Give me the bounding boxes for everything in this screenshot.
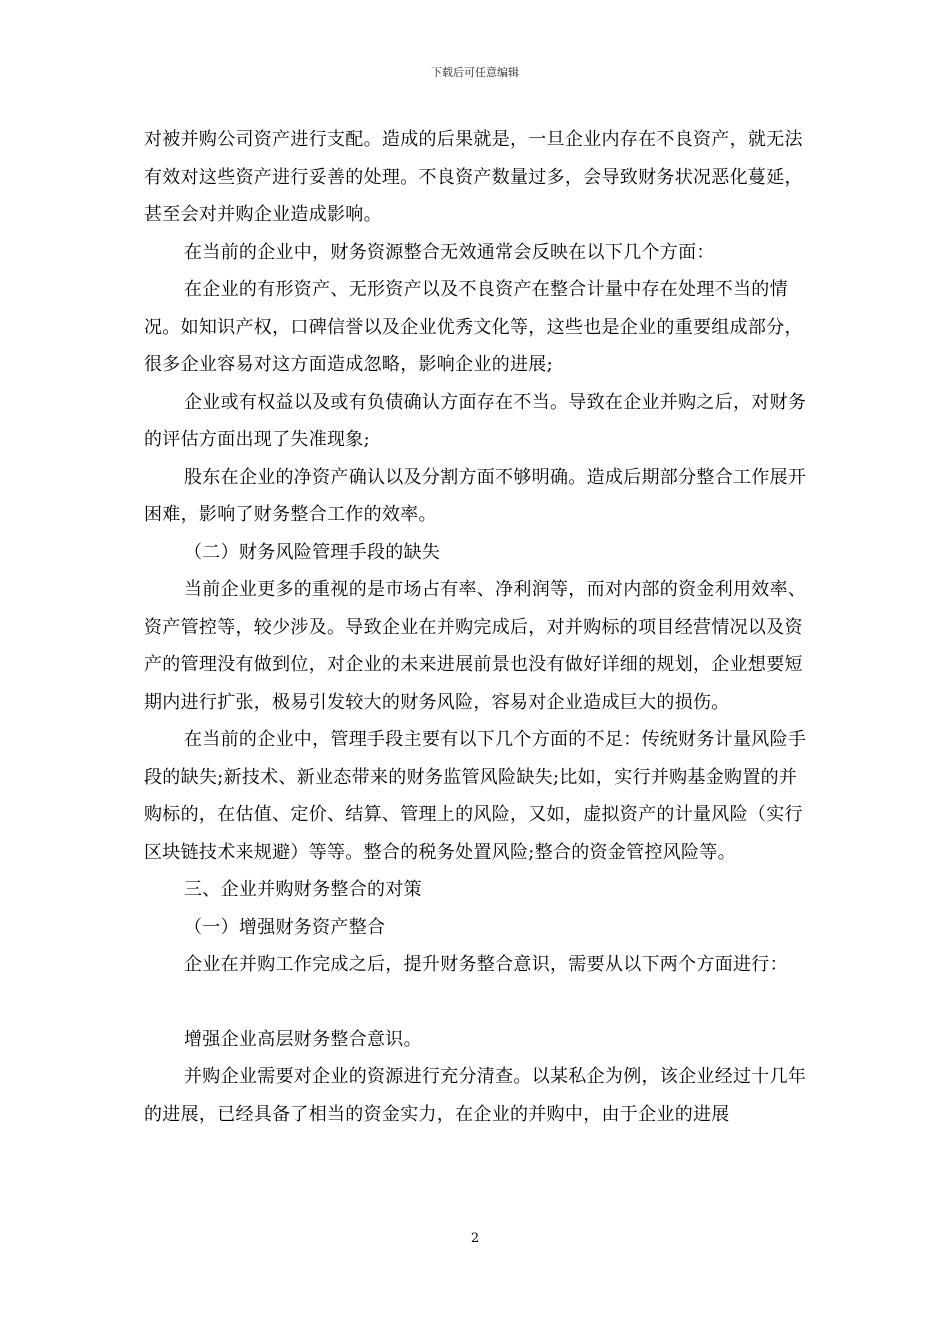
paragraph-asset-integration: 在企业的有形资产、无形资产以及不良资产在整合计量中存在处理不当的情况。如知识产权，口碑信誉以及企业优秀文化等，这些也是企业的重要组成部分，很多企业容易对这方面造成忽略，影响企业的进展; bbox=[144, 279, 803, 375]
paragraph-continued: 对被并购公司资产进行支配。造成的后果就是，一旦企业内存在不良资产，就无法有效对这些资产进行妥善的处理。不良资产数量过多，会导致财务状况恶化蔓延，甚至会对并购企业造成影响。 bbox=[144, 129, 803, 225]
subsection-heading-asset-integration: （一）增强财务资产整合 bbox=[184, 916, 386, 938]
paragraph-executive-awareness: 增强企业高层财务整合意识。 bbox=[184, 1028, 422, 1050]
paragraph-two-aspects: 企业在并购工作完成之后，提升财务整合意识，需要从以下两个方面进行： bbox=[184, 954, 788, 975]
paragraph-contingent-items: 企业或有权益以及或有负债确认方面存在不当。导致在企业并购之后，对财务的评估方面出现了失准现象; bbox=[144, 391, 807, 450]
page-number: 2 bbox=[470, 1231, 480, 1246]
paragraph-net-assets: 股东在企业的净资产确认以及分割方面不够明确。造成后期部分整合工作展开困难，影响了财务整合工作的效率。 bbox=[144, 466, 807, 525]
paragraph-management-deficiencies: 在当前的企业中，管理手段主要有以下几个方面的不足：传统财务计量风险手段的缺失;新技术、新业态带来的财务监管风险缺失;比如，实行并购基金购置的并购标的，在估值、定价、结算、管理上的风险，又如，虚拟资产的计量风险（实行区块链技术来规避）等等。整合的税务处置风险;整合的资金管控风险等。 bbox=[144, 729, 807, 863]
paragraph-resource-inventory: 并购企业需要对企业的资源进行充分清查。以某私企为例，该企业经过十几年的进展，已经具备了相当的资金实力，在企业的并购中，由于企业的进展 bbox=[144, 1066, 807, 1125]
paragraph-intro-aspects: 在当前的企业中，财务资源整合无效通常会反映在以下几个方面： bbox=[184, 241, 715, 263]
section-heading-countermeasures: 三、企业并购财务整合的对策 bbox=[184, 879, 422, 900]
section-heading-risk-management: （二）财务风险管理手段的缺失 bbox=[184, 541, 441, 563]
page-header: 下载后可任意编辑 bbox=[431, 66, 519, 79]
paragraph-market-focus: 当前企业更多的重视的是市场占有率、净利润等，而对内部的资金利用效率、资产管控等，较少涉及。导致企业在并购完成后，对并购标的项目经营情况以及资产的管理没有做到位，对企业的未来进展前景也没有做好详细的规划，企业想要短期内进行扩张，极易引发较大的财务风险，容易对企业造成巨大的损伤。 bbox=[144, 579, 807, 713]
document-body bbox=[144, 121, 812, 1133]
